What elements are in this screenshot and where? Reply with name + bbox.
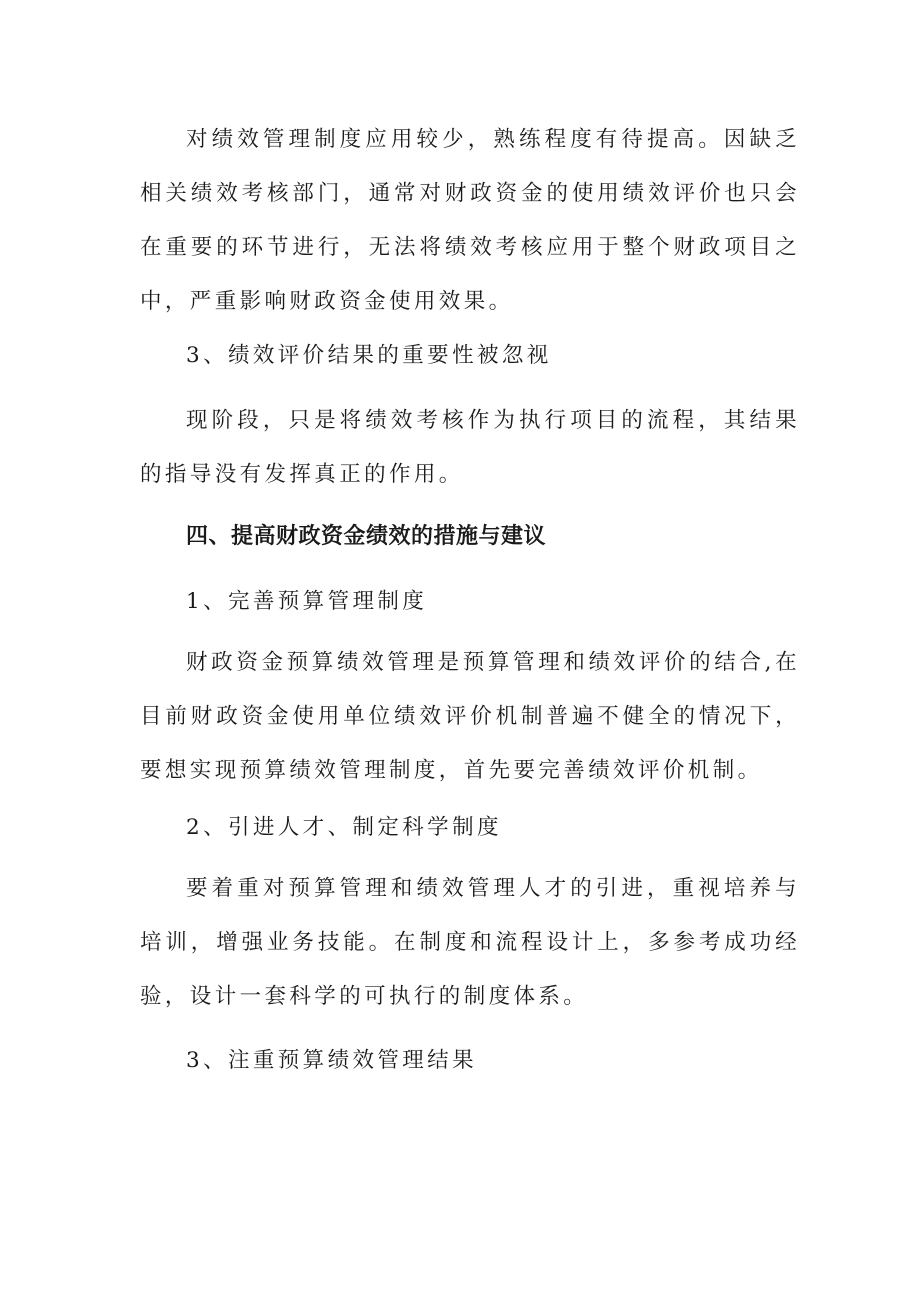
subheading-focus-on-results: 3、注重预算绩效管理结果 [186, 1048, 477, 1073]
subheading-evaluation-results-ignored: 3、绩效评价结果的重要性被忽视 [186, 343, 552, 368]
paragraph-talent-introduction: 要着重对预算管理和绩效管理人才的引进，重视培养与培训，增强业务技能。在制度和流程设计上，多参考成功经验，设计一套科学的可执行的制度体系。 [140, 876, 800, 1009]
subheading-talent-and-system: 2、引进人才、制定科学制度 [186, 815, 502, 840]
paragraph-current-stage: 现阶段，只是将绩效考核作为执行项目的流程，其结果的指导没有发挥真正的作用。 [140, 408, 800, 487]
paragraph-budget-performance-management: 财政资金预算绩效管理是预算管理和绩效评价的结合,在目前财政资金使用单位绩效评价机制普遍不健全的情况下，要想实现预算绩效管理制度，首先要完善绩效评价机制。 [140, 650, 800, 783]
paragraph-performance-system-usage: 对绩效管理制度应用较少，熟练程度有待提高。因缺乏相关绩效考核部门，通常对财政资金的使用绩效评价也只会在重要的环节进行，无法将绩效考核应用于整个财政项目之中，严重影响财政资金使用效果。 [140, 127, 800, 314]
subheading-improve-budget-system: 1、完善预算管理制度 [186, 589, 428, 614]
section-heading-measures: 四、提高财政资金绩效的措施与建议 [186, 524, 547, 549]
